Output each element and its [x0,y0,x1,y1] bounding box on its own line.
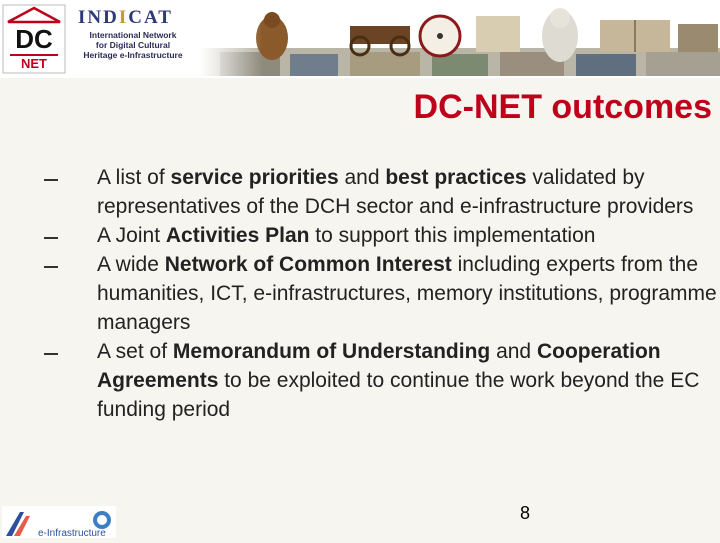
bullet-dash-icon [40,250,64,278]
dc-net-logo [2,4,66,74]
bullet-phrase: A list of [97,166,171,189]
bullet-bold-phrase: Activities Plan [165,224,310,247]
indicat-logo [78,8,200,70]
bullet-dash-icon [40,163,64,191]
bullet-phrase: and [338,166,386,189]
footer-logo-text: e-Infrastructure [38,528,106,538]
bullet-phrase: including experts from the humanities, ICT, e-infrastructures, memory institutions, programme managers [97,253,717,334]
bullet-text [97,163,717,221]
dc-logo-text: DC [15,24,53,54]
bullet-item [0,163,720,221]
bullet-dash-icon [40,337,64,365]
indicat-title: INDICAT [78,7,173,28]
bullet-bold-phrase: Memorandum of Understanding [172,340,491,363]
bullet-item [0,221,720,250]
bullet-text [97,337,717,424]
bullet-list [0,163,720,424]
bullet-phrase: validated by representatives of the DCH sector and e-infrastructure providers [97,166,694,218]
bullet-item [0,337,720,424]
footer-logos [2,506,116,538]
bullet-text [97,250,717,337]
slide-title: DC-NET outcomes [413,88,712,126]
net-logo-text: NET [21,56,47,71]
header-banner [0,0,720,78]
bullet-phrase: and [490,340,537,363]
bullet-phrase: A wide [97,253,165,276]
page-number: 8 [520,503,531,523]
indicat-subtitle: International Network for Digital Cultural Heritage e-Infrastructure [83,30,183,60]
bullet-dash-icon [40,221,64,249]
bullet-item [0,250,720,337]
bullet-phrase: to be exploited to continue the work beyond the EC funding period [97,369,700,421]
bullet-phrase: A Joint [97,224,166,247]
bullet-text [97,221,717,250]
bullet-bold-phrase: Cooperation Agreements [97,340,661,392]
bullet-bold-phrase: best practices [385,166,527,189]
heritage-image-collage [200,8,720,76]
bullet-bold-phrase: Network of Common Interest [164,253,452,276]
bullet-bold-phrase: service priorities [170,166,339,189]
bullet-phrase: to support this implementation [309,224,596,247]
bullet-phrase: A set of [97,340,173,363]
